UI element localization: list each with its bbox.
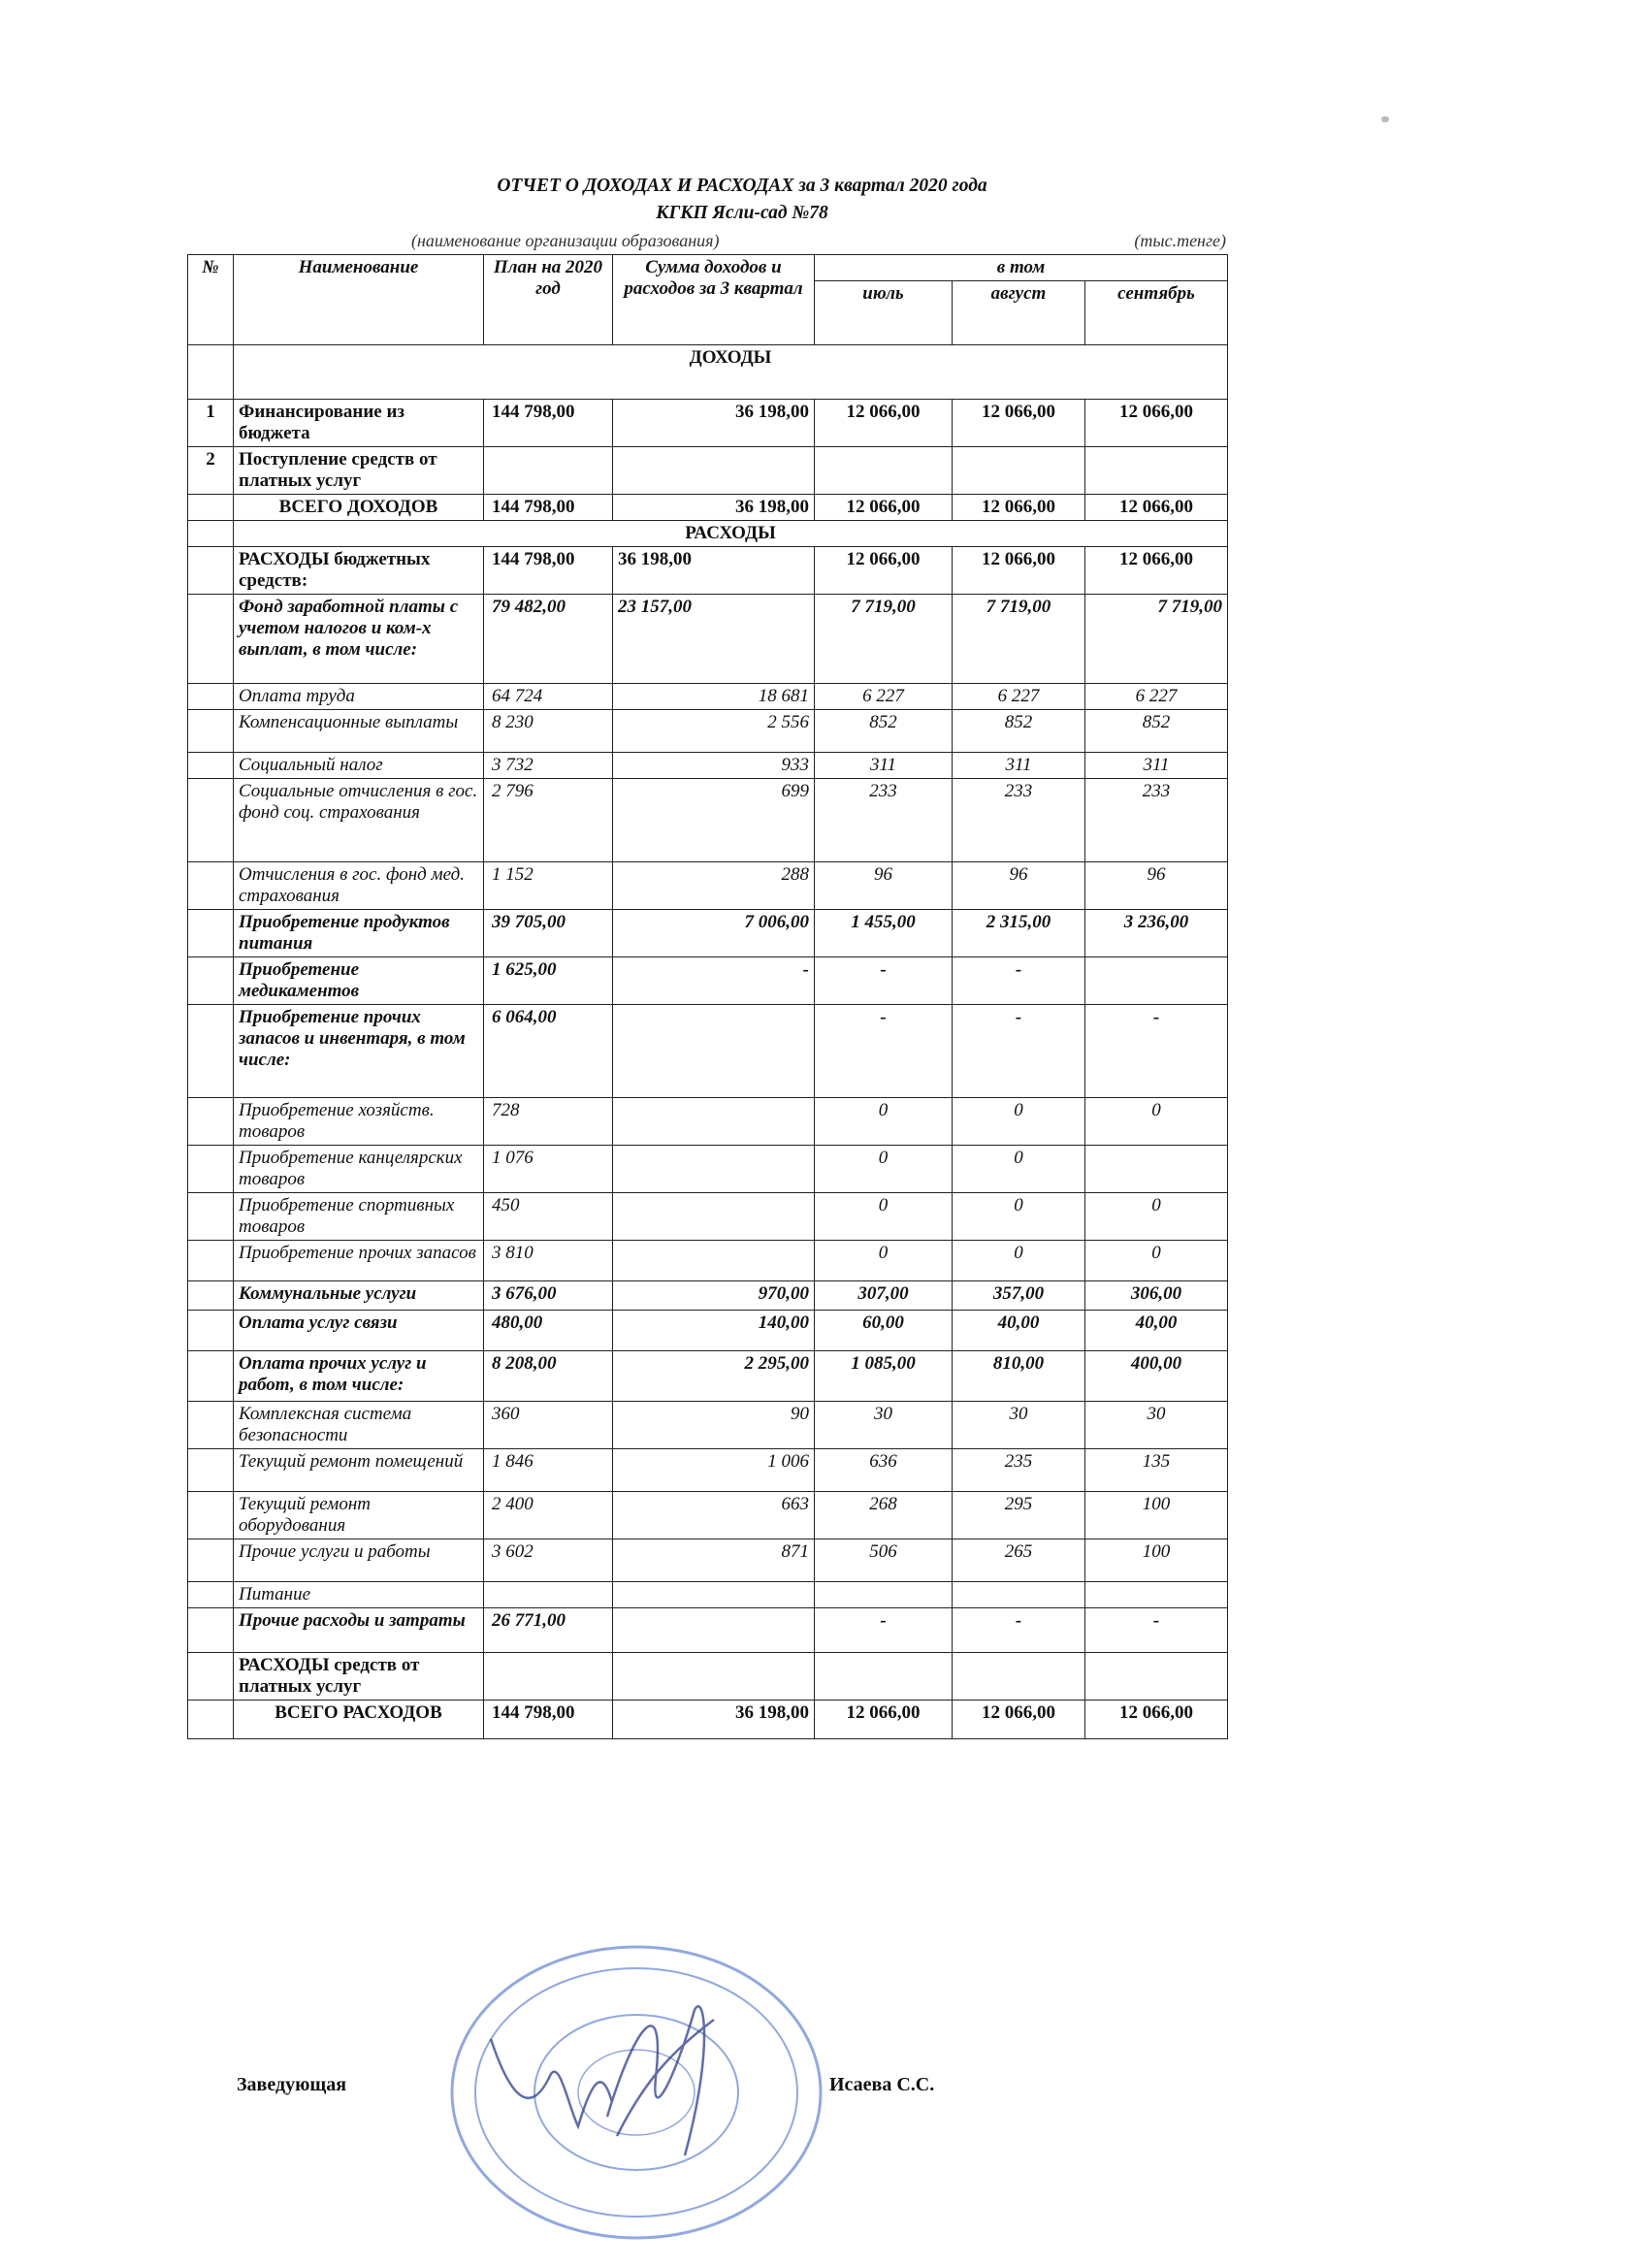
cell-sum: 2 556 xyxy=(613,710,815,753)
cell-name: Финансирование из бюджета xyxy=(234,400,484,447)
table-row xyxy=(188,495,1228,521)
table-row xyxy=(188,1311,1228,1351)
cell-m2 xyxy=(953,1653,1085,1701)
cell-no: 1 xyxy=(188,400,234,447)
cell-name: Поступление средств от платных услуг xyxy=(234,447,484,495)
cell-name: Приобретение спортивных товаров xyxy=(234,1193,484,1241)
cell-name: Приобретение хозяйств. товаров xyxy=(234,1098,484,1146)
cell-no xyxy=(188,753,234,779)
cell-m1: 30 xyxy=(815,1402,953,1449)
cell-m3: 233 xyxy=(1085,779,1228,862)
section-income-empty-cell xyxy=(188,345,234,400)
cell-name: Оплата труда xyxy=(234,684,484,710)
cell-m2: - xyxy=(953,957,1085,1005)
cell-m1: 7 719,00 xyxy=(815,595,953,684)
cell-plan: 8 230 xyxy=(484,710,613,753)
report-table xyxy=(187,254,1228,1739)
scan-speck xyxy=(1381,116,1389,122)
cell-no xyxy=(188,1582,234,1608)
cell-m1: 12 066,00 xyxy=(815,1701,953,1739)
cell-m3 xyxy=(1085,1146,1228,1193)
cell-no xyxy=(188,1608,234,1653)
cell-plan: 26 771,00 xyxy=(484,1608,613,1653)
cell-no xyxy=(188,1539,234,1582)
cell-sum: 933 xyxy=(613,753,815,779)
cell-sum: 663 xyxy=(613,1492,815,1539)
cell-no xyxy=(188,710,234,753)
cell-m2: 12 066,00 xyxy=(953,400,1085,447)
cell-plan xyxy=(484,1653,613,1701)
cell-m3 xyxy=(1085,447,1228,495)
cell-m1 xyxy=(815,1582,953,1608)
cell-sum: 1 006 xyxy=(613,1449,815,1492)
cell-m2: 810,00 xyxy=(953,1351,1085,1402)
table-row xyxy=(188,1281,1228,1311)
cell-plan: 3 732 xyxy=(484,753,613,779)
cell-m2: 235 xyxy=(953,1449,1085,1492)
cell-m2: 357,00 xyxy=(953,1281,1085,1311)
cell-no xyxy=(188,1351,234,1402)
table-row xyxy=(188,1449,1228,1492)
cell-name: Социальные отчисления в гос. фонд соц. страхования xyxy=(234,779,484,862)
cell-m2: - xyxy=(953,1005,1085,1098)
cell-sum xyxy=(613,1098,815,1146)
section-expense xyxy=(188,521,1228,547)
cell-plan: 3 602 xyxy=(484,1539,613,1582)
cell-no xyxy=(188,1146,234,1193)
cell-plan: 480,00 xyxy=(484,1311,613,1351)
cell-no xyxy=(188,495,234,521)
cell-m2: 265 xyxy=(953,1539,1085,1582)
cell-m1: 96 xyxy=(815,862,953,910)
cell-m3: - xyxy=(1085,1608,1228,1653)
table-row xyxy=(188,1241,1228,1281)
signature-name: Исаева С.С. xyxy=(829,2074,935,2095)
header-sum: Сумма доходов и расходов за 3 квартал xyxy=(613,255,815,345)
cell-sum: 18 681 xyxy=(613,684,815,710)
cell-sum: 36 198,00 xyxy=(613,1701,815,1739)
cell-name: Приобретение продуктов питания xyxy=(234,910,484,957)
title-line-2: КГКП Ясли-сад №78 xyxy=(656,203,828,223)
table-row xyxy=(188,779,1228,862)
cell-plan: 1 625,00 xyxy=(484,957,613,1005)
table-row xyxy=(188,400,1228,447)
cell-m2: - xyxy=(953,1608,1085,1653)
cell-no xyxy=(188,779,234,862)
cell-sum: 23 157,00 xyxy=(613,595,815,684)
cell-m2: 0 xyxy=(953,1241,1085,1281)
cell-plan: 3 810 xyxy=(484,1241,613,1281)
cell-plan: 1 152 xyxy=(484,862,613,910)
cell-m1: 852 xyxy=(815,710,953,753)
cell-no xyxy=(188,1653,234,1701)
cell-no xyxy=(188,862,234,910)
cell-name: Текущий ремонт помещений xyxy=(234,1449,484,1492)
table-row xyxy=(188,1351,1228,1402)
cell-m1: 1 455,00 xyxy=(815,910,953,957)
section-expense-empty-cell xyxy=(188,521,234,547)
cell-m3: 306,00 xyxy=(1085,1281,1228,1311)
table-row xyxy=(188,1539,1228,1582)
table-body xyxy=(188,345,1228,1739)
table-row xyxy=(188,1402,1228,1449)
cell-m3: 6 227 xyxy=(1085,684,1228,710)
cell-plan: 1 846 xyxy=(484,1449,613,1492)
cell-m3: 135 xyxy=(1085,1449,1228,1492)
cell-m2: 852 xyxy=(953,710,1085,753)
cell-plan: 3 676,00 xyxy=(484,1281,613,1311)
cell-no xyxy=(188,1281,234,1311)
cell-sum: 288 xyxy=(613,862,815,910)
header-september: сентябрь xyxy=(1085,281,1228,345)
table-row xyxy=(188,684,1228,710)
cell-m2: 295 xyxy=(953,1492,1085,1539)
cell-sum xyxy=(613,1582,815,1608)
cell-m2 xyxy=(953,1582,1085,1608)
cell-sum xyxy=(613,1241,815,1281)
cell-no xyxy=(188,547,234,595)
cell-sum xyxy=(613,1005,815,1098)
cell-no xyxy=(188,1449,234,1492)
cell-name: Прочие расходы и затраты xyxy=(234,1608,484,1653)
cell-name: Прочие услуги и работы xyxy=(234,1539,484,1582)
cell-m3: 30 xyxy=(1085,1402,1228,1449)
cell-sum: 36 198,00 xyxy=(613,400,815,447)
cell-plan: 64 724 xyxy=(484,684,613,710)
cell-name: Отчисления в гос. фонд мед. страхования xyxy=(234,862,484,910)
cell-m1: - xyxy=(815,1005,953,1098)
cell-m1: 12 066,00 xyxy=(815,400,953,447)
cell-sum: 36 198,00 xyxy=(613,495,815,521)
cell-sum: 90 xyxy=(613,1402,815,1449)
table-row xyxy=(188,957,1228,1005)
report-title xyxy=(0,173,1484,227)
cell-name: Приобретение медикаментов xyxy=(234,957,484,1005)
cell-plan: 144 798,00 xyxy=(484,1701,613,1739)
cell-m3: 0 xyxy=(1085,1241,1228,1281)
table-row xyxy=(188,1653,1228,1701)
table-row xyxy=(188,753,1228,779)
cell-m1: 307,00 xyxy=(815,1281,953,1311)
cell-m3: 96 xyxy=(1085,862,1228,910)
cell-m3: 0 xyxy=(1085,1098,1228,1146)
table-row xyxy=(188,710,1228,753)
cell-m3: 7 719,00 xyxy=(1085,595,1228,684)
title-line-1: ОТЧЕТ О ДОХОДАХ И РАСХОДАХ за 3 квартал 2020 года xyxy=(497,176,987,196)
table-row xyxy=(188,1193,1228,1241)
cell-no xyxy=(188,1311,234,1351)
cell-no xyxy=(188,957,234,1005)
cell-plan: 8 208,00 xyxy=(484,1351,613,1402)
cell-sum: 140,00 xyxy=(613,1311,815,1351)
table-row xyxy=(188,1146,1228,1193)
cell-m1: 12 066,00 xyxy=(815,547,953,595)
cell-no xyxy=(188,595,234,684)
cell-m2: 12 066,00 xyxy=(953,1701,1085,1739)
signature-position: Заведующая xyxy=(237,2074,347,2095)
header-no: № xyxy=(188,255,234,345)
cell-name: ВСЕГО РАСХОДОВ xyxy=(234,1701,484,1739)
cell-plan: 6 064,00 xyxy=(484,1005,613,1098)
table-row xyxy=(188,1098,1228,1146)
cell-m3: 852 xyxy=(1085,710,1228,753)
cell-no xyxy=(188,1005,234,1098)
cell-m2: 12 066,00 xyxy=(953,495,1085,521)
cell-m3: 12 066,00 xyxy=(1085,495,1228,521)
cell-name: Приобретение прочих запасов и инвентаря, в том числе: xyxy=(234,1005,484,1098)
cell-m1: - xyxy=(815,1608,953,1653)
cell-no xyxy=(188,1098,234,1146)
cell-m2: 2 315,00 xyxy=(953,910,1085,957)
cell-m1: 0 xyxy=(815,1193,953,1241)
cell-m1 xyxy=(815,1653,953,1701)
cell-m2: 96 xyxy=(953,862,1085,910)
table-row xyxy=(188,862,1228,910)
cell-plan xyxy=(484,447,613,495)
table-row xyxy=(188,910,1228,957)
cell-plan: 450 xyxy=(484,1193,613,1241)
cell-plan: 2 400 xyxy=(484,1492,613,1539)
cell-m1: 0 xyxy=(815,1241,953,1281)
cell-no xyxy=(188,1193,234,1241)
cell-m3: 3 236,00 xyxy=(1085,910,1228,957)
cell-m3: 400,00 xyxy=(1085,1351,1228,1402)
cell-m1: 0 xyxy=(815,1146,953,1193)
cell-m3: 12 066,00 xyxy=(1085,547,1228,595)
cell-sum: 2 295,00 xyxy=(613,1351,815,1402)
table-row xyxy=(188,1701,1228,1739)
cell-no: 2 xyxy=(188,447,234,495)
section-income-label: ДОХОДЫ xyxy=(234,345,1228,400)
cell-plan: 2 796 xyxy=(484,779,613,862)
cell-name: Компенсационные выплаты xyxy=(234,710,484,753)
cell-plan: 360 xyxy=(484,1402,613,1449)
cell-m3: 12 066,00 xyxy=(1085,400,1228,447)
cell-sum: - xyxy=(613,957,815,1005)
cell-sum xyxy=(613,1608,815,1653)
cell-m1: 506 xyxy=(815,1539,953,1582)
cell-m1: 636 xyxy=(815,1449,953,1492)
cell-m2 xyxy=(953,447,1085,495)
header-july: июль xyxy=(815,281,953,345)
cell-sum: 970,00 xyxy=(613,1281,815,1311)
cell-m1: 6 227 xyxy=(815,684,953,710)
cell-no xyxy=(188,1701,234,1739)
cell-m1 xyxy=(815,447,953,495)
units-caption: (тыс.тенге) xyxy=(1134,231,1226,250)
cell-name: Приобретение прочих запасов xyxy=(234,1241,484,1281)
cell-sum: 36 198,00 xyxy=(613,547,815,595)
cell-m2: 12 066,00 xyxy=(953,547,1085,595)
cell-plan: 144 798,00 xyxy=(484,495,613,521)
table-row xyxy=(188,1492,1228,1539)
cell-name: Приобретение канцелярских товаров xyxy=(234,1146,484,1193)
table-row xyxy=(188,547,1228,595)
table-row xyxy=(188,595,1228,684)
cell-name: ВСЕГО ДОХОДОВ xyxy=(234,495,484,521)
header-name: Наименование xyxy=(234,255,484,345)
cell-m3: 12 066,00 xyxy=(1085,1701,1228,1739)
cell-sum xyxy=(613,1146,815,1193)
cell-m3 xyxy=(1085,1582,1228,1608)
cell-name: Социальный налог xyxy=(234,753,484,779)
cell-m2: 0 xyxy=(953,1098,1085,1146)
cell-m2: 233 xyxy=(953,779,1085,862)
cell-m1: 268 xyxy=(815,1492,953,1539)
section-expense-label: РАСХОДЫ xyxy=(234,521,1228,547)
cell-m3: 40,00 xyxy=(1085,1311,1228,1351)
table-row xyxy=(188,1582,1228,1608)
header-plan: План на 2020 год xyxy=(484,255,613,345)
cell-m2: 6 227 xyxy=(953,684,1085,710)
cell-m3: 100 xyxy=(1085,1539,1228,1582)
stamp-seal xyxy=(423,1932,850,2252)
cell-m1: 1 085,00 xyxy=(815,1351,953,1402)
cell-m3 xyxy=(1085,1653,1228,1701)
cell-plan: 728 xyxy=(484,1098,613,1146)
table-row xyxy=(188,1005,1228,1098)
cell-name: Оплата услуг связи xyxy=(234,1311,484,1351)
cell-m3: 100 xyxy=(1085,1492,1228,1539)
cell-m2: 30 xyxy=(953,1402,1085,1449)
cell-plan: 144 798,00 xyxy=(484,400,613,447)
cell-sum xyxy=(613,1193,815,1241)
cell-no xyxy=(188,1492,234,1539)
header-august: август xyxy=(953,281,1085,345)
cell-name: Питание xyxy=(234,1582,484,1608)
cell-m3: - xyxy=(1085,1005,1228,1098)
cell-sum xyxy=(613,1653,815,1701)
cell-plan xyxy=(484,1582,613,1608)
cell-m2: 40,00 xyxy=(953,1311,1085,1351)
cell-name: Оплата прочих услуг и работ, в том числе: xyxy=(234,1351,484,1402)
cell-plan: 144 798,00 xyxy=(484,547,613,595)
section-income xyxy=(188,345,1228,400)
cell-sum xyxy=(613,447,815,495)
cell-no xyxy=(188,1241,234,1281)
table-row xyxy=(188,447,1228,495)
cell-m3: 311 xyxy=(1085,753,1228,779)
cell-m1: 0 xyxy=(815,1098,953,1146)
cell-m2: 311 xyxy=(953,753,1085,779)
cell-m2: 0 xyxy=(953,1146,1085,1193)
cell-name: Фонд заработной платы с учетом налогов и ком-х выплат, в том числе: xyxy=(234,595,484,684)
table-row xyxy=(188,1608,1228,1653)
cell-sum: 7 006,00 xyxy=(613,910,815,957)
cell-m3: 0 xyxy=(1085,1193,1228,1241)
cell-m1: - xyxy=(815,957,953,1005)
cell-name: РАСХОДЫ бюджетных средств: xyxy=(234,547,484,595)
cell-name: Текущий ремонт оборудования xyxy=(234,1492,484,1539)
cell-name: РАСХОДЫ средств от платных услуг xyxy=(234,1653,484,1701)
cell-plan: 79 482,00 xyxy=(484,595,613,684)
cell-name: Комплексная система безопасности xyxy=(234,1402,484,1449)
cell-no xyxy=(188,910,234,957)
cell-m1: 12 066,00 xyxy=(815,495,953,521)
cell-m1: 60,00 xyxy=(815,1311,953,1351)
cell-m2: 0 xyxy=(953,1193,1085,1241)
cell-name: Коммунальные услуги xyxy=(234,1281,484,1311)
cell-plan: 1 076 xyxy=(484,1146,613,1193)
cell-m1: 233 xyxy=(815,779,953,862)
cell-m3 xyxy=(1085,957,1228,1005)
header-incl: в том xyxy=(815,255,1228,281)
cell-no xyxy=(188,684,234,710)
cell-sum: 871 xyxy=(613,1539,815,1582)
cell-sum: 699 xyxy=(613,779,815,862)
cell-plan: 39 705,00 xyxy=(484,910,613,957)
cell-m2: 7 719,00 xyxy=(953,595,1085,684)
org-caption: (наименование организации образования) xyxy=(411,231,720,250)
cell-m1: 311 xyxy=(815,753,953,779)
cell-no xyxy=(188,1402,234,1449)
